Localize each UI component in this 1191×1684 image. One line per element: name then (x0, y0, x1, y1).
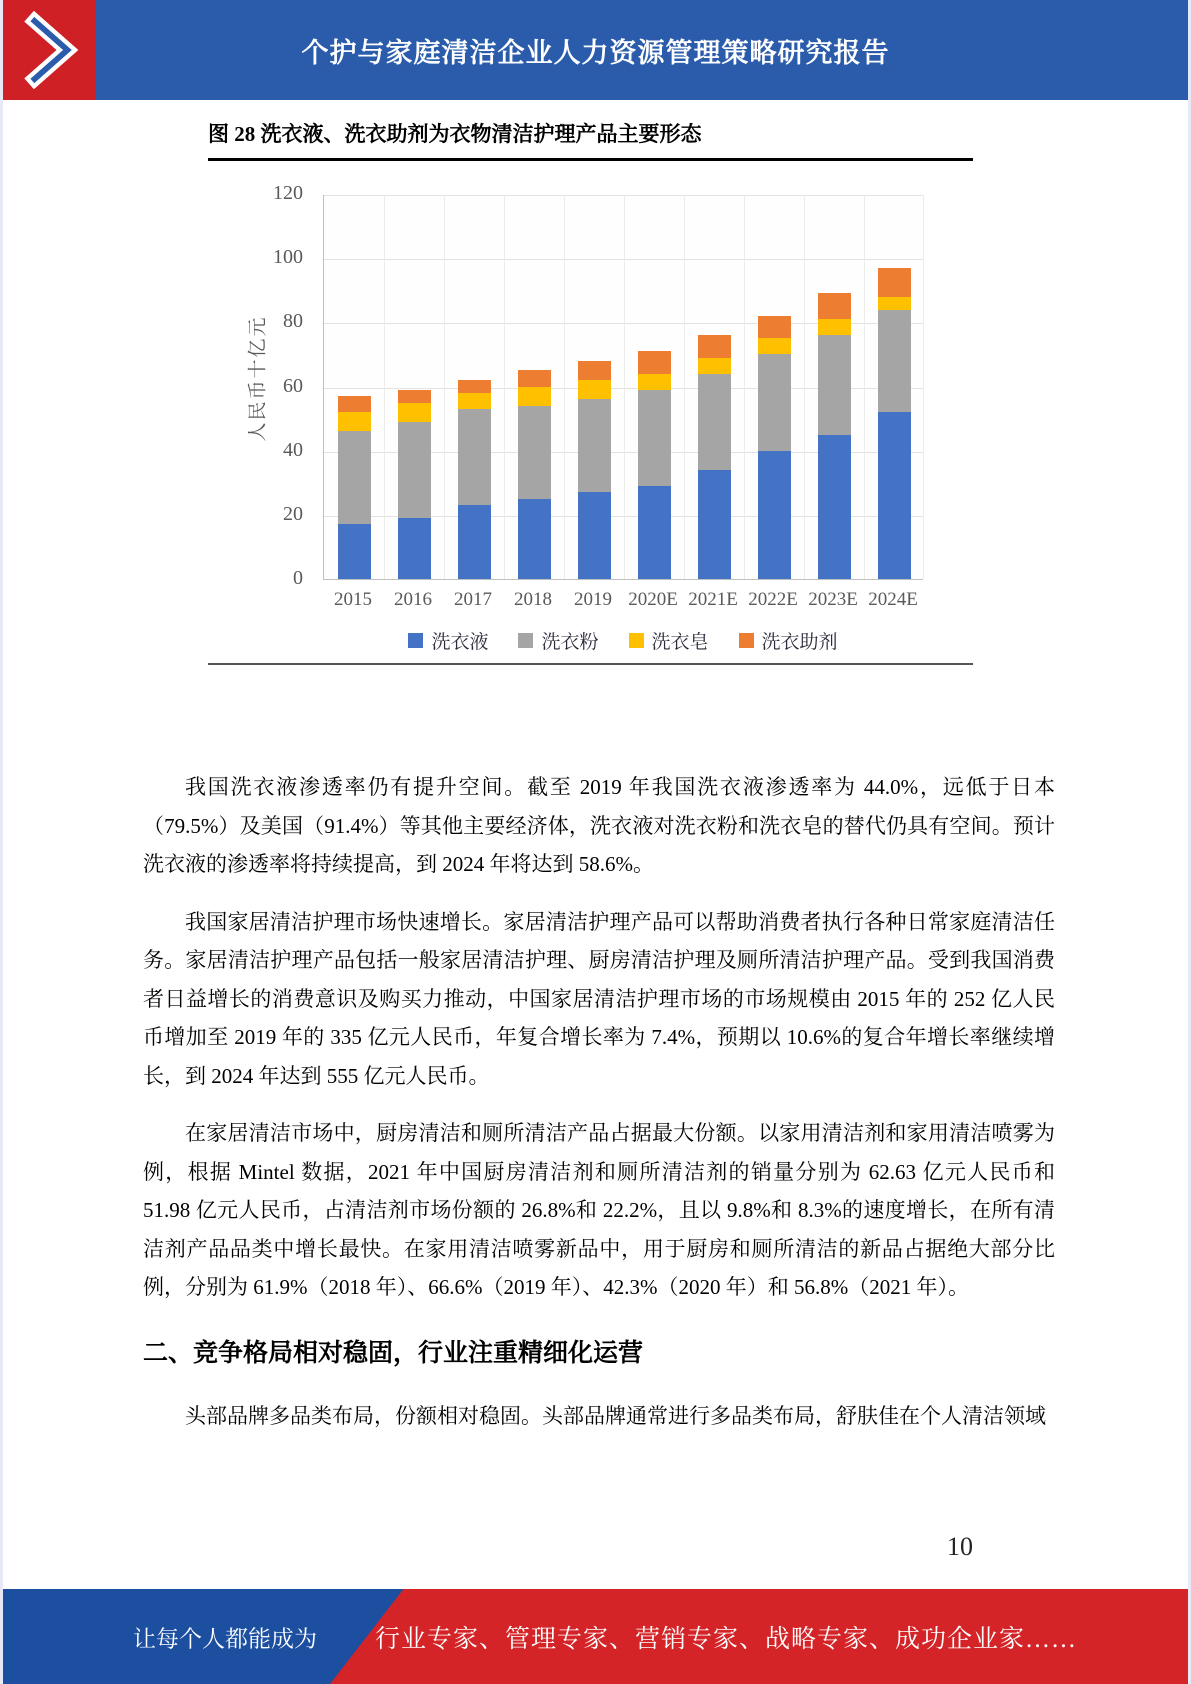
y-tick-label: 100 (273, 246, 303, 269)
bar-segment-洗衣皂 (398, 403, 431, 422)
x-tick-label: 2024E (868, 589, 918, 610)
bar-segment-洗衣粉 (818, 335, 851, 434)
y-axis-ticks (208, 182, 313, 589)
bar-segment-洗衣粉 (758, 354, 791, 450)
gridline-vertical (384, 195, 385, 579)
bar-segment-洗衣皂 (518, 387, 551, 406)
gridline-vertical (804, 195, 805, 579)
gridline-vertical (504, 195, 505, 579)
x-tick-label: 2022E (748, 589, 798, 610)
x-tick-label: 2016 (394, 589, 432, 610)
gridline-vertical (864, 195, 865, 579)
bar-segment-洗衣粉 (698, 374, 731, 470)
stacked-bar-chart (208, 177, 973, 659)
bar-segment-洗衣皂 (878, 297, 911, 310)
chart-legend (323, 627, 923, 654)
paragraph: 我国家居清洁护理市场快速增长。家居清洁护理产品可以帮助消费者执行各种日常家庭清洁任务。家居清洁护理产品包括一般家居清洁护理、厨房清洁护理及厕所清洁护理产品。受到我国消费者日益增长的消费意识及购买力推动，中国家居清洁护理市场的市场规模由 2015 年的 252 亿人民币增加至 2019 年的 335 亿元人民币，年复合增长率为 7.4%，预期以 10.6%的复合年增长率继续增长，到 2024 年达到 555 亿元人民币。 (143, 909, 1055, 1088)
footer-slogan-left: 让每个人都能成为 (133, 1625, 317, 1651)
bar-segment-洗衣助剂 (578, 361, 611, 380)
legend-swatch (629, 633, 644, 648)
bar-segment-洗衣液 (638, 486, 671, 579)
x-axis-labels (323, 589, 923, 617)
gridline-vertical (564, 195, 565, 579)
y-tick-label: 80 (283, 310, 303, 333)
y-axis-title: 人民币十亿元 (247, 315, 269, 442)
bar-segment-洗衣助剂 (518, 370, 551, 386)
bar-segment-洗衣助剂 (818, 293, 851, 319)
chevron-right-icon (21, 11, 79, 89)
bar-segment-洗衣液 (758, 451, 791, 579)
legend-item (518, 627, 598, 654)
legend-label: 洗衣粉 (541, 632, 599, 653)
page-header (3, 0, 1188, 100)
legend-swatch (408, 633, 423, 648)
legend-label: 洗衣液 (431, 632, 489, 653)
paragraph: 头部品牌多品类布局，份额相对稳固。头部品牌通常进行多品类布局，舒肤佳在个人清洁领域 (185, 1403, 1046, 1428)
bar-segment-洗衣液 (338, 524, 371, 579)
gridline-vertical (684, 195, 685, 579)
legend-swatch (739, 633, 754, 648)
bar-segment-洗衣助剂 (878, 268, 911, 297)
bar-segment-洗衣皂 (458, 393, 491, 409)
bar-segment-洗衣皂 (578, 380, 611, 399)
figure-28 (208, 118, 973, 665)
paragraph: 我国洗衣液渗透率仍有提升空间。截至 2019 年我国洗衣液渗透率为 44.0%，远低于日本（79.5%）及美国（91.4%）等其他主要经济体，洗衣液对洗衣粉和洗衣皂的替代仍具有空间。预计洗衣液的渗透率将持续提高，到 2024 年将达到 58.6%。 (143, 775, 1055, 876)
y-tick-label: 120 (273, 182, 303, 204)
legend-label: 洗衣助剂 (761, 632, 838, 653)
legend-item (739, 627, 838, 654)
bar-segment-洗衣皂 (338, 412, 371, 431)
bar-segment-洗衣助剂 (338, 396, 371, 412)
bar-segment-洗衣液 (818, 435, 851, 579)
bar-segment-洗衣粉 (338, 431, 371, 524)
bar-segment-洗衣粉 (578, 399, 611, 492)
bar-segment-洗衣助剂 (758, 316, 791, 338)
page-number: 10 (947, 1532, 973, 1561)
bar-segment-洗衣皂 (698, 358, 731, 374)
legend-label: 洗衣皂 (651, 632, 709, 653)
bar-segment-洗衣粉 (518, 406, 551, 499)
legend-item (408, 627, 488, 654)
page-footer (3, 1589, 1188, 1684)
bar-segment-洗衣助剂 (458, 380, 491, 393)
bar-segment-洗衣皂 (758, 338, 791, 354)
x-tick-label: 2020E (628, 589, 678, 610)
gridline-vertical (744, 195, 745, 579)
bar-segment-洗衣助剂 (638, 351, 671, 373)
x-tick-label: 2017 (454, 589, 492, 610)
bar-segment-洗衣液 (878, 412, 911, 579)
bar-segment-洗衣液 (458, 505, 491, 579)
bar-segment-洗衣粉 (878, 310, 911, 413)
legend-item (629, 627, 709, 654)
footer-slogan-right: 行业专家、管理专家、营销专家、战略专家、成功企业家…… (375, 1625, 1078, 1653)
bar-segment-洗衣液 (518, 499, 551, 579)
bar-segment-洗衣粉 (398, 422, 431, 518)
figure-title: 图 28 洗衣液、洗衣助剂为衣物清洁护理产品主要形态 (208, 118, 973, 161)
x-tick-label: 2018 (514, 589, 552, 610)
bar-segment-洗衣液 (698, 470, 731, 579)
bar-segment-洗衣皂 (638, 374, 671, 390)
y-tick-label: 20 (283, 502, 303, 525)
header-red-block (3, 0, 96, 100)
gridline-vertical (923, 195, 924, 579)
bar-segment-洗衣液 (398, 518, 431, 579)
chart-plot-area (323, 195, 923, 580)
bar-segment-洗衣粉 (458, 409, 491, 505)
x-tick-label: 2019 (574, 589, 612, 610)
section-heading: 二、竞争格局相对稳固，行业注重精细化运营 (143, 1338, 644, 1367)
paragraph: 在家居清洁市场中，厨房清洁和厕所清洁产品占据最大份额。以家用清洁剂和家用清洁喷雾为例，根据 Mintel 数据，2021 年中国厨房清洁剂和厕所清洁剂的销量分别为 62.63 亿元人民币和 51.98 亿元人民币，占清洁剂市场份额的 26.8%和 22.2%，且以 9.8%和 8.3%的速度增长，在所有清洁剂产品品类中增长最快。在家用清洁喷雾新品中，用于厨房和厕所清洁的新品占据绝大部分比例，分别为 61.9%（2018 年）、66.6%（2019 年）、42.3%（2020 年）和 56.8%（2021 年）。 (143, 1121, 1055, 1299)
gridline-vertical (444, 195, 445, 579)
y-tick-label: 60 (283, 374, 303, 397)
report-title: 个护与家庭清洁企业人力资源管理策略研究报告 (301, 37, 890, 68)
y-tick-label: 0 (293, 567, 303, 589)
body-content (143, 768, 1055, 1454)
bar-segment-洗衣助剂 (398, 390, 431, 403)
bar-segment-洗衣助剂 (698, 335, 731, 357)
legend-swatch (518, 633, 533, 648)
x-tick-label: 2015 (334, 589, 372, 610)
x-tick-label: 2021E (688, 589, 738, 610)
x-tick-label: 2023E (808, 589, 858, 610)
y-tick-label: 40 (283, 438, 303, 461)
figure-bottom-rule (208, 663, 973, 665)
gridline-vertical (624, 195, 625, 579)
bar-segment-洗衣皂 (818, 319, 851, 335)
bar-segment-洗衣粉 (638, 390, 671, 486)
bar-segment-洗衣液 (578, 492, 611, 579)
